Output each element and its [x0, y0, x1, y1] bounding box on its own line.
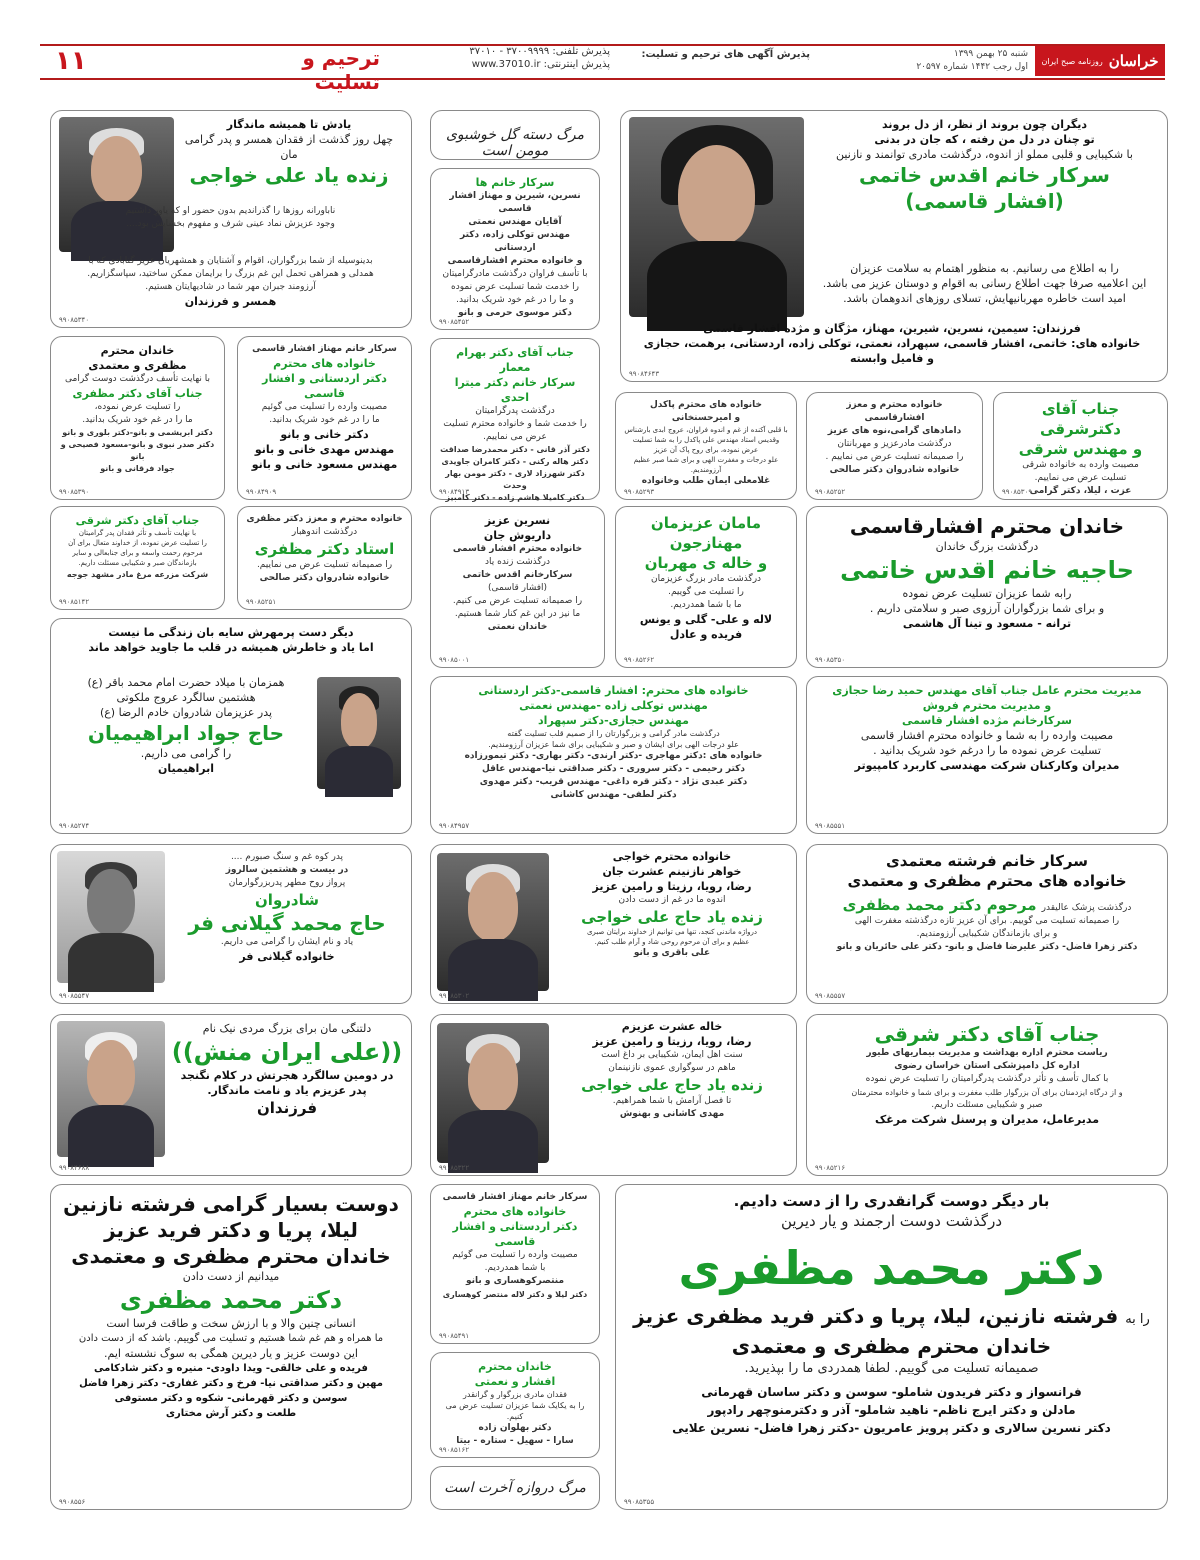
quote-text: مرگ دسته گل خوشبوی مومن است [445, 127, 585, 159]
ad-heading: جناب آقای دکتر شرقی [75, 514, 200, 527]
memorial-ad-ali-khaji [50, 110, 412, 328]
message-line-2: پدر عزیزم یاد و نامت ماندگار. [207, 1084, 367, 1097]
ad-reference-code: ۹۹۰۸۵۱۶۲ [439, 1446, 470, 1454]
message-line-1: مصیبت وارده را به شما و خانواده محترم افشار قاسمی [860, 729, 1114, 742]
condolence-ad-kouhsari [430, 1184, 600, 1344]
signer: علی باقری و بانو [633, 948, 711, 958]
signers-line-3: سوسن و دکتر قهرمانی- شکوه و دکتر مستوفی [114, 1393, 348, 1404]
condolence-ad-morgh-jujeh [50, 506, 225, 610]
ad-reference-code: ۹۹۰۸۵۰۰۱ [439, 656, 470, 664]
recipients-line-1: نسرین، شیرین و مهناز افشار قاسمی [449, 191, 581, 214]
condolence-ad-hajieh-khatami [806, 506, 1168, 668]
condolence-ad-dr-mozaffari-main [615, 1184, 1168, 1510]
message-line-3: پدر عزیزمان شادروان خادم الرضا (ع) [99, 706, 273, 719]
ad-reference-code: ۹۹۰۸۵۲۵۲ [815, 488, 846, 496]
message-line-4: همدلی و همراهی تحمل این غم بزرگ را برایمان ممکن ساختید، سپاسگزاریم. [87, 269, 374, 279]
ad-heading: جناب آقای دکتر شرقی [874, 1022, 1100, 1046]
deceased-name: حاج محمد گیلانی فر [188, 911, 386, 935]
ad-subheading-2: و خاله ی مهربان [644, 554, 768, 572]
message-line-3: این دوست عزیز و یار دیرین همگی به سوگ نشسته ایم. [104, 1347, 358, 1360]
recipients-line-2: خاندان محترم مظفری و معتمدی [731, 1334, 1052, 1358]
message-line-3: و ما را در غم خود شریک بدانید. [456, 295, 574, 305]
ad-heading: خانواده های محترم پاکدل [649, 400, 763, 410]
quote-box [430, 1466, 600, 1510]
condolence-ad-motamedi [806, 844, 1168, 1004]
ad-reference-code: ۹۹۰۸۵۲۵۱ [246, 598, 277, 606]
condolence-ad-mahnaz [237, 336, 412, 500]
ad-heading: جناب آقای دکترشرقی [1040, 400, 1121, 438]
portrait-photo [437, 1023, 549, 1163]
message-line-3: مرحوم رحمت واسعه و برای جنابعالی و سایر [72, 549, 203, 557]
portrait-photo [59, 117, 174, 252]
ad-subheading: رضا، رویا، رزیتا و رامین عزیز [592, 1035, 752, 1048]
deceased-name: استاد دکتر مظفری [254, 540, 395, 558]
intro-line: با شکیبایی و قلبی مملو از اندوه، درگذشت مادری توانمند و نازنین [836, 148, 1133, 161]
message-line-2: تسلیت عرض می نماییم. [1034, 473, 1127, 483]
message-line-3: تا فصل آرامش با شما همراهیم. [612, 1096, 732, 1106]
issue-date [908, 48, 1028, 74]
message-line-2: و برای شما بزرگواران آرزوی صبر و سلامتی داریم . [869, 602, 1105, 615]
ad-heading: سرکار خانم ها [475, 176, 555, 189]
ad-subheading-2: مهندس حجازی-دکتر سپهراد [538, 714, 689, 727]
signer: مدیرعامل، مدیران و پرسنل شرکت مرغک [874, 1113, 1100, 1126]
portrait-photo [57, 1021, 165, 1157]
ad-heading: مامان عزیزمان [650, 514, 762, 532]
signer: شرکت مزرعه مرغ مادر مشهد جوجه [66, 570, 209, 579]
ad-subheading-2: سرکارخانم مژده افشار قاسمی [902, 714, 1072, 727]
heading-line-2: درگذشت دوست ارجمند و یار دیرین [780, 1212, 1002, 1230]
poem-line-1: پدر کوه غم و سنگ صبورم .... [230, 852, 344, 862]
heading-line-3: خاندان محترم مظفری و معتمدی [71, 1244, 391, 1268]
ad-heading: خانواده محترم خواجی [612, 850, 732, 863]
signer-1: دکتر خانی و بانو [280, 428, 369, 441]
ad-subheading: افشار و نعمتی [474, 1375, 556, 1388]
notice-line-2: این اعلامیه صرفا جهت اطلاع رسانی به اقوام و دوستان عزیز می باشد. [822, 277, 1147, 290]
message-line-2: را تسلیت عرض نموده، از خداوند متعال برای آن [68, 539, 207, 547]
header-bottom-rule [40, 78, 1165, 80]
poem-line-2: تو چنان در دل من رفته ، که جان در بدنی [874, 133, 1095, 146]
message-line-3: بدینوسیله از شما بزرگواران، اقوام و آشنایان و همشهریان عزیز گنابادی که با [88, 256, 373, 266]
message-line-1: اندوه ما در غم از دست دادن [618, 895, 726, 905]
message-line-4: بازماندگان صبر و شکیبایی مسئلت داریم. [78, 559, 197, 567]
message-line: یاد و نام ایشان را گرامی می داریم. [220, 937, 354, 947]
heading-line-1: دوست بسیار گرامی فرشته نازنین [63, 1192, 399, 1216]
message-line-3: ما نیز در این غم کنار شما هستیم. [454, 609, 581, 619]
message-line-4: علو درجات و مغفرت الهی و برای شما صبر عظیم آرزومندیم. [633, 456, 779, 474]
signers-line-2: دکتر رحیمی - دکتر سروری - دکتر صداقتی نیا-مهندس عاقل [481, 764, 746, 774]
ad-reference-code: ۹۹۰۸۵۴۹۱ [439, 1332, 470, 1340]
recipients-line-3: مهندس توکلی زاده، دکتر اردستانی [460, 230, 570, 253]
ad-subheading-2: اداره کل دامپزشکی استان خراسان رضوی [894, 1061, 1080, 1071]
message-line-3: ما را در غم خود شریک بدانید. [82, 415, 193, 425]
ad-reference-code: ۹۹۰۸۵۳۵۵ [624, 1498, 655, 1506]
ad-subheading: و مدیریت محترم فروش [922, 699, 1052, 712]
ad-reference-code: ۹۹۰۸۵۲۱۶ [815, 1164, 846, 1172]
message-line-2: وجود عزیزش نماد عینی شرف و مفهوم بخشایش بود.... [126, 219, 335, 229]
ad-reference-code: ۹۹۰۸۵۳۵۰ [815, 656, 846, 664]
message-line-3: ما با شما همدردیم. [670, 600, 742, 610]
message-line-1: با نهایت تأسف درگذشت دوست گرامی [65, 374, 210, 384]
message-line-3: عرض نموده، برای روح پاک آن عزیز [653, 446, 759, 454]
message-line-1: مصیبت وارده را تسلیت می گوئیم [452, 1250, 578, 1260]
ad-subheading: ریاست محترم اداره بهداشت و مدیریت بیماریهای طیور [866, 1048, 1108, 1058]
deceased-name: زنده یاد حاج علی خواجی [581, 908, 763, 926]
condolence-ad-pakdel [615, 392, 797, 500]
ad-reference-code: ۹۹۰۸۴۹۵۷ [439, 822, 470, 830]
signer: دکتر بهلوان زاده [478, 1423, 552, 1433]
ad-subheading-2: خانواده محترم افشار قاسمی [452, 544, 583, 554]
message-line: را صمیمانه تسلیت عرض می نماییم. [256, 560, 393, 570]
message-line-2: درواژه ماندنی کنجد، تنها می توانیم از خداوند برایتان صبری [586, 928, 758, 936]
signers-line-1: فریده و علی خالقی- ویدا داودی- منیره و دکتر شادکامی [94, 1363, 368, 1374]
message-line-2: را صمیمانه تسلیت عرض می نماییم . [825, 452, 964, 462]
ad-heading: مدیریت محترم عامل جناب آقای مهندس حمید رضا حجازی [832, 684, 1142, 697]
ad-acceptance-label: پذیرش آگهی های ترحیم و تسلیت: [641, 49, 810, 60]
ad-reference-code: ۹۹۰۸۵۵۴۷ [59, 992, 90, 1000]
signers-families: خانواده های: خاتمی، افشار قاسمی، سپهراد، نعمتی، توکلی زاده، اردستانی، برهمت، حجازی [643, 337, 1141, 350]
newspaper-logo [1035, 46, 1165, 76]
signers-children: فرزندان: سیمین، نسرین، شیرین، مهناز، مژگان و مژده افشار قاسمی [703, 322, 1081, 335]
message-line-1: مصیبت وارده به خانواده شرقی [1022, 460, 1139, 470]
portrait-photo [57, 851, 165, 983]
message-line-2: را صمیمانه تسلیت عرض می کنیم. [452, 596, 583, 606]
ad-heading: خاندان محترم [478, 1360, 552, 1373]
message-line-1: فقدان مادری بزرگوار و گرانقدر [463, 1390, 567, 1399]
ad-reference-code: ۹۹۰۸۵۳۲۲ [439, 1164, 470, 1172]
poem-line-1: دیگران چون بروند از نظر، از دل بروند [881, 118, 1088, 131]
recipients-line-2: آقایان مهندس نعمتی [468, 217, 562, 227]
message-line-1: رابه شما عزیزان تسلیت عرض نموده [902, 587, 1072, 600]
ad-subheading-2: دکتر اردستانی و افشار قاسمی [262, 372, 387, 400]
poem-line-2: اما یاد و خاطرش همیشه در قلب ما جاوید خواهد ماند [88, 641, 374, 654]
ad-heading: جناب آقای دکتر بهرام معمار [456, 346, 574, 374]
condolence-ad-mozaffari [50, 336, 225, 500]
ad-reference-code: ۹۹۰۸۵۳۴۰ [59, 316, 90, 324]
message-line-1: درگذشت پدرگرامیتان [475, 406, 555, 416]
ad-subheading: خانواده های محترم [273, 357, 376, 370]
message-line-2: را خدمت شما تسلیت عرض نموده [451, 282, 579, 292]
signer-1: لاله و علی- گلی و یونس [639, 613, 773, 626]
ad-heading: یادش تا همیشه ماندگار [226, 118, 352, 131]
ad-heading: خاندان محترم [100, 344, 175, 357]
message-line-2: ما را در غم خود شریک بدانید. [269, 415, 380, 425]
section-title: ترحیم و تسلیت [302, 46, 380, 94]
obituary-ad-khatami [620, 110, 1168, 382]
signer: مدیران وکارکنان شرکت مهندسی کاربرد کامپیوتر [854, 759, 1120, 772]
logo-text: خراسان [1108, 52, 1159, 70]
ad-subheading: مظفری و معتمدی [88, 359, 187, 372]
signer-2: فریده و عادل [669, 628, 743, 641]
ad-reference-code: ۹۹۰۸۵۲۹۳ [624, 488, 655, 496]
message-line-5: آرزومند جبران مهر شما در شادیهایتان هستیم. [145, 282, 316, 292]
ad-reference-code: ۹۹۰۸۵۵۵۱ [815, 822, 846, 830]
message-line: صمیمانه تسلیت می گوییم. لطفا همدردی ما را بپذیرید. [744, 1361, 1039, 1376]
message-line-1: همزمان با میلاد حضرت امام محمد باقر (ع) [87, 676, 285, 689]
condolence-ad-ostad-mozaffari [237, 506, 412, 610]
condolence-ad-afshar-qasemi [430, 168, 600, 330]
signers-line-1: فرانسواز و دکتر فریدون شاملو- سوسن و دکتر ساسان قهرمانی [701, 1385, 1082, 1399]
message-prefix: را به [1125, 1312, 1150, 1327]
message-line-1: مصیبت وارده را تسلیت می گوئیم [261, 402, 388, 412]
signers-line-4: طلعت و دکتر آرش مختاری [165, 1408, 297, 1419]
ad-subheading: و امیرحسنخانی [671, 413, 741, 423]
message-line-1: درگذشت مادر گرامی و بزرگوارتان را از صمیم قلب تسلیت گفته [507, 729, 720, 738]
ad-heading: خاندان محترم افشارقاسمی [849, 514, 1125, 538]
signer: همسر و فرزندان [184, 295, 277, 308]
condolence-ad-memar [430, 338, 600, 500]
message-line-1: درگذشت زنده یاد [484, 557, 550, 567]
signers-line-4: دکتر لطفی- مهندس کاشانی [550, 790, 677, 800]
heading-line-2: لیلا، پریا و دکتر فرید عزیز [104, 1218, 358, 1242]
condolence-ad-afshar-qasemi-2 [806, 392, 983, 500]
deceased-name: زنده یاد علی خواجی [189, 163, 389, 187]
portrait-photo [629, 117, 804, 317]
portrait-photo [437, 853, 549, 991]
message-line-2: ماهم در سوگواری عموی نازنینمان [608, 1063, 736, 1073]
quote-box [430, 110, 600, 160]
recipients-line-1: فرشته نازنین، لیلا، پریا و دکتر فرید مظفری عزیز [633, 1304, 1119, 1328]
signers-line-3: دکتر شهرزاد لاری - دکتر مومن بهار وحدت [445, 469, 585, 490]
signer: خاندان نعمتی [487, 622, 548, 632]
message-line-2: را خدمت شما و خانواده محترم تسلیت [443, 419, 587, 429]
ad-reference-code: ۹۹۰۸۵۱۴۲ [59, 598, 90, 606]
signers-line-1: دکتر ابریشمی و بانو-دکتر بلوری و بانو [62, 428, 213, 437]
ad-subheading: سرکار خانم دکتر میترا احدی [454, 376, 576, 404]
signers-line-3: جواد فرقانی و بانو [100, 464, 175, 473]
portrait-photo [317, 677, 401, 789]
signer-2: مهندس مهدی خانی و بانو [254, 443, 395, 456]
signer: خانواده شادروان دکتر صالحی [829, 465, 960, 475]
phone-acceptance: پذیرش تلفنی: ۳۷۰۰۹۹۹۹ - ۳۷۰۱۰ [469, 46, 610, 57]
intro-line: میدانیم از دست دادن [182, 1270, 280, 1283]
signer: ابراهیمیان [157, 762, 214, 775]
ad-heading: خانواده محترم و معزز افشارقاسمی [846, 400, 943, 423]
deceased-alt-name: (افشار قاسمی) [905, 189, 1064, 213]
signer: مهدی کاشانی و بهنوش [619, 1109, 725, 1119]
condolence-ad-hejazi [806, 676, 1168, 834]
ad-reference-code: ۹۹۰۸۵۳۹۰ [59, 488, 90, 496]
deceased-name: حاجیه خانم اقدس خاتمی [840, 556, 1134, 584]
ad-reference-code: ۹۹۰۸۵۵۶ [59, 1498, 86, 1506]
signer-1: منتصرکوهساری و بانو [465, 1276, 565, 1286]
deceased-name: دکتر محمد مظفری [678, 1241, 1105, 1295]
signers-line-1: خانواده های :دکتر مهاجری -دکتر ارندی- دکتر بهاری- دکتر تیمورزاده [464, 751, 763, 761]
ad-subheading: خانواده های محترم [463, 1205, 567, 1218]
poem-line-3: پرواز روح مطهر پدربزرگوارمان [228, 878, 346, 888]
memorial-ad-gilanifar [50, 844, 412, 1004]
signers-line-4: دکتر کامیلا هاشم زاده - دکتر کامبیز [445, 493, 585, 502]
poem-line-1: دیگر دست پرمهرش سایه بان زندگی ما نیست [108, 626, 354, 639]
ad-heading: سرکار خانم فرشته معتمدی [885, 852, 1089, 870]
ad-subheading: و مهندس شرقی [1018, 440, 1143, 458]
message-line-2: با شما همدردیم. [484, 1263, 546, 1273]
deceased-name: حاج جواد ابراهیمیان [87, 721, 285, 745]
title-word: شادروان [255, 891, 319, 909]
ad-reference-code: ۹۹۰۸۵۲۶۲ [624, 656, 655, 664]
ad-heading: سرکار خانم مهناز افشار قاسمی [442, 1192, 588, 1202]
logo-subtext: روزنامه صبح ایران [1041, 56, 1103, 66]
recipients-line-4: و خانواده محترم افشارقاسمی [447, 256, 583, 266]
signer: فرزندان [256, 1099, 318, 1117]
ad-subheading: خواهر نازنینم عشرت جان [602, 865, 742, 878]
message-line-2: را تسلیت می گوییم. [668, 587, 744, 597]
signers-line-2: مادلن و دکتر ایرج ناظم- ناهید شاملو- آذر و دکترمنوچهر رادپور [707, 1403, 1076, 1417]
condolence-ad-nasrin [430, 506, 605, 668]
ad-reference-code: ۹۹۰۸۵۳۰۹ [1002, 488, 1033, 496]
quote-text: مرگ دروازه آخرت است [444, 1480, 586, 1496]
signer-2: دکتر لیلا و دکتر لاله منتصر کوهساری [442, 1290, 588, 1299]
condolence-ad-mahnaz-joon [615, 506, 797, 668]
intro-line: درگذشت پزشک عالیقدر [1041, 903, 1132, 913]
heading-line-1: بار دیگر دوست گرانقدری را از دست دادیم. [733, 1192, 1050, 1210]
ad-reference-code: ۹۹۰۸۵۵۵۷ [815, 992, 846, 1000]
signers-line-2: دکتر هاله رکنی - دکتر کامران جاویدی [441, 457, 589, 466]
notice-line-3: امید است خاطره مهربانیهایش، تسلای روزهای اندوهمان باشد. [843, 292, 1126, 305]
signer: دکتر موسوی حرمی و بانو [458, 308, 572, 318]
condolence-ad-morghak [806, 1014, 1168, 1176]
deceased-name: زنده یاد حاج علی خواجی [581, 1076, 763, 1094]
signers-line-2: مهین و دکتر صداقتی نیا- فرخ و دکتر غفاری- دکتر زهرا فاضل [79, 1378, 383, 1389]
ad-reference-code: ۹۹۰۸۴۶۸۸ [59, 1164, 90, 1172]
message-line-1: ناباورانه روزها را گذراندیم بدون حضور او که یاورِ داشتیم [125, 206, 336, 216]
poem-line-2: در بیست و هشتمین سالروز [225, 865, 349, 875]
ad-heading: خاله عشرت عزیزم [621, 1020, 723, 1033]
intro-line: چهل روز گذشت از فقدان همسر و پدر گرامی مان [184, 133, 394, 161]
intro-line: دلتنگی مان برای بزرگ مردی نیک نام [202, 1022, 372, 1035]
message-line-1: درگذشت مادر بزرگ عزیزمان [650, 574, 762, 584]
signer: خانواده گیلانی فر [239, 950, 335, 963]
ad-heading: خانواده محترم و معزز دکتر مظفری [246, 514, 403, 524]
message-line-4: را گرامی می داریم. [140, 747, 232, 760]
message-line-2: و از درگاه ایزدمنان برای آن بزرگوار طلب مغفرت و برای شما و خانواده محترمتان [851, 1088, 1123, 1097]
signers-line-3: دکتر عبدی نژاد - دکتر قره داغی- مهندس قریب- دکتر مهدوی [479, 777, 748, 787]
message-line-2: وقدیس استاد مهندس علی پاکدل را به شما تسلیت [632, 436, 780, 444]
message-line-1: با کمال تأسف و تأثر درگذشت پدرگرامیتان را تسلیت عرض نموده [865, 1074, 1109, 1084]
signers-line-1: دکتر آذر قانی - دکتر محمدرضا صداقت [440, 445, 590, 454]
ad-reference-code: ۹۹۰۸۴۹۰۹ [246, 488, 277, 496]
message-line-2: ما همراه و هم غم شما هستیم و تسلیت می گوییم. باشد که از دست دادن [78, 1333, 384, 1344]
ad-reference-code: ۹۹۰۸۴۹۱۳ [439, 488, 470, 496]
signer-3: مهندس مسعود خانی و بانو [251, 458, 398, 471]
message-line-3: عظیم و برای آن مرحوم روحی شاد و آرام طلب کنیم. [594, 938, 750, 946]
issue-date-line1: شنبه ۲۵ بهمن ۱۳۹۹ [953, 49, 1028, 59]
page-number: ۱۱ [55, 46, 87, 76]
condolence-ad-khale-eshrat [430, 1014, 797, 1176]
signer: عزت ، لیلا، دکتر گرامی [1029, 486, 1132, 496]
signers-line-2: دکتر صدر نبوی و بانو-مسعود فصیحی و بانو [60, 440, 215, 461]
memorial-ad-ebrahimian [50, 618, 412, 834]
signers: دکتر زهرا فاضل- دکتر علیرضا فاضل و بانو- دکتر علی حائریان و بانو [836, 942, 1138, 952]
message-line-3: صبر و شکیبایی مسئلت داریم. [931, 1100, 1043, 1110]
message-line-2: را تسلیت عرض نموده، [94, 402, 181, 412]
deceased-name: جناب آقای دکتر مظفری [72, 387, 203, 400]
ad-subheading: داریوش جان [483, 529, 552, 542]
ad-heading: نسرین عزیز [484, 514, 551, 527]
ad-subheading-2: رضا، رویا، رزیتا و رامین عزیز [592, 880, 752, 893]
message-line-2: تسلیت عرض نموده ما را درغم خود شریک بدانید . [873, 744, 1101, 757]
deceased-alt-name: (افشار قاسمی) [487, 583, 548, 593]
signer: خانواده شادروان دکتر صالحی [259, 573, 390, 583]
ad-reference-code: ۹۹۰۸۵۴۵۲ [439, 318, 470, 326]
message-line-1: در دومین سالگرد هجرتش در کلام نگنجد [180, 1069, 394, 1082]
condolence-ad-sharghi [993, 392, 1168, 500]
message-line-1: با تأسف فراوان درگذشت مادرگرامیتان [442, 269, 588, 279]
ad-subheading: مهنازجون [669, 534, 743, 552]
message-line-2: هشتمین سالگرد عروج ملکوتی [116, 691, 256, 704]
ad-subheading: مهندس توکلی زاده -مهندس نعمتی [519, 699, 708, 712]
deceased-name: سرکار خانم اقدس خاتمی [859, 163, 1110, 187]
message-line-1: را صمیمانه تسلیت می گوییم. برای آن عزیز تازه درگذشته مغفرت الهی [854, 916, 1120, 926]
message-line-2: را به یکایک شما عزیزان تسلیت عرض می کنیم. [445, 1401, 585, 1421]
ad-heading: خانواده های محترم: افشار قاسمی-دکتر اردستانی [478, 684, 749, 697]
condolence-ad-pahlavanzadeh [430, 1352, 600, 1458]
message-line-1: سنت اهل ایمان، شکیبایی بر داغ است [601, 1050, 743, 1060]
signer-2: سارا - سهیل - ستاره - بیتا [456, 1436, 574, 1446]
condolence-ad-dr-mozaffari-friends [50, 1184, 412, 1510]
ad-reference-code: ۹۹۰۸۵۲۷۴ [59, 822, 90, 830]
ad-subheading-2: دکتر اردستانی و افشار قاسمی [452, 1220, 578, 1248]
intro-line: درگذشت بزرگ خاندان [935, 540, 1039, 553]
notice-line-1: را به اطلاع می رسانیم. به منظور اهتمام به سلامت عزیزان [850, 262, 1119, 275]
ad-reference-code: ۹۹۰۸۵۳۰۲ [439, 992, 470, 1000]
deceased-name: دکتر محمد مظفری [119, 1286, 343, 1314]
message-line-2: علو درجات الهی برای ایشان و صبر و شکیبایی برای شما عزیزان آرزومندیم. [488, 740, 739, 749]
message-line-1: با نهایت تأسف و تأثر فقدان پدر گرامیتان [78, 529, 197, 537]
deceased-name: سرکارخانم اقدس خاتمی [462, 570, 573, 580]
message-line-3: عرض می نماییم. [483, 432, 547, 442]
ad-subheading: خانواده های محترم مظفری و معتمدی [847, 872, 1127, 890]
signers-line-3: دکتر نسرین سالاری و دکتر پرویز عامریون -دکتر زهرا فاضل- نسرین علایی [672, 1421, 1111, 1435]
deceased-name: ((علی ایران منش)) [171, 1038, 403, 1066]
deceased-name: مرحوم دکتر محمد مظفری [842, 896, 1037, 914]
signer: غلامعلی ایمان طلب وخانواده [641, 476, 771, 486]
message-line-2: و برای بازماندگان شکیبایی آرزومندیم. [916, 929, 1058, 939]
ad-acceptance-contacts [460, 45, 610, 71]
message-line-1: درگذشت مادرعزیز و مهربانتان [837, 439, 952, 449]
condolence-ad-khaji-family [430, 844, 797, 1004]
signers-relatives: و فامیل وابسته [849, 352, 935, 365]
ad-heading: سرکار خانم مهناز افشار قاسمی [252, 344, 397, 354]
ad-subheading: دامادهای گرامی،نوه های عزیز [827, 426, 962, 436]
memorial-ad-iranmanesh [50, 1014, 412, 1176]
signer: ترانه - مسعود و تینا آل هاشمی [902, 617, 1072, 630]
issue-date-line2: اول رجب ۱۴۴۲ شماره ۲۰۵۹۷ [916, 62, 1028, 72]
message-line-1: انسانی چنین والا و با ارزش سخت و طاقت فرسا است [106, 1317, 356, 1330]
intro-line: درگذشت اندوهبار [291, 527, 358, 537]
message-line-1: با قلبی آکنده از غم و اندوه فراوان، عروج ابدی بارشناس [624, 426, 788, 434]
ad-reference-code: ۹۹۰۸۴۶۴۳ [629, 370, 660, 378]
web-acceptance: پذیرش اینترنتی: www.37010.ir [471, 59, 610, 70]
condolence-ad-families [430, 676, 797, 834]
